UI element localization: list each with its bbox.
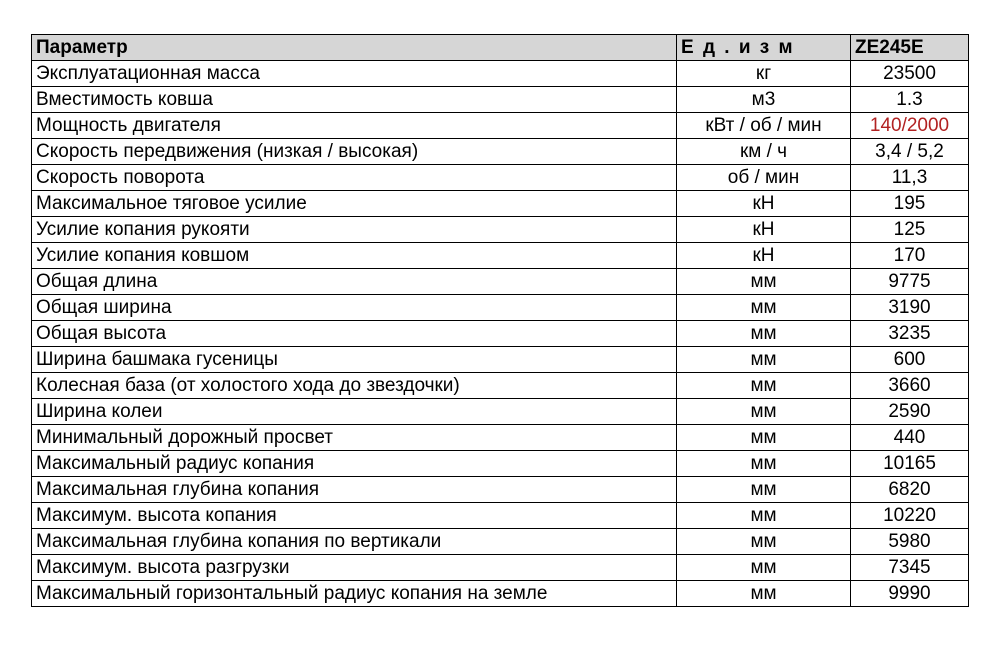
param-cell: Вместимость ковша bbox=[32, 87, 677, 113]
table-row bbox=[32, 321, 969, 347]
param-cell: Максимум. высота копания bbox=[32, 503, 677, 529]
unit-cell: кН bbox=[677, 243, 851, 269]
param-cell: Мощность двигателя bbox=[32, 113, 677, 139]
value-cell: 6820 bbox=[851, 477, 969, 503]
param-cell: Минимальный дорожный просвет bbox=[32, 425, 677, 451]
value-cell: 10165 bbox=[851, 451, 969, 477]
param-cell: Общая высота bbox=[32, 321, 677, 347]
table-row bbox=[32, 295, 969, 321]
table-row bbox=[32, 451, 969, 477]
param-cell: Максимальный горизонтальный радиус копания на земле bbox=[32, 581, 677, 607]
param-cell: Ширина башмака гусеницы bbox=[32, 347, 677, 373]
unit-cell: мм bbox=[677, 451, 851, 477]
table-row bbox=[32, 503, 969, 529]
unit-cell: мм bbox=[677, 555, 851, 581]
value-cell: 11,3 bbox=[851, 165, 969, 191]
table-row bbox=[32, 347, 969, 373]
value-cell: 9990 bbox=[851, 581, 969, 607]
param-cell: Максимальная глубина копания bbox=[32, 477, 677, 503]
value-cell: 3235 bbox=[851, 321, 969, 347]
value-cell: 5980 bbox=[851, 529, 969, 555]
value-cell: 9775 bbox=[851, 269, 969, 295]
header-row bbox=[32, 35, 969, 61]
unit-cell: мм bbox=[677, 503, 851, 529]
param-cell: Максимум. высота разгрузки bbox=[32, 555, 677, 581]
value-cell: 195 bbox=[851, 191, 969, 217]
value-cell: 3,4 / 5,2 bbox=[851, 139, 969, 165]
value-cell: 3660 bbox=[851, 373, 969, 399]
table-row bbox=[32, 477, 969, 503]
unit-cell: м3 bbox=[677, 87, 851, 113]
param-cell: Максимальная глубина копания по вертикали bbox=[32, 529, 677, 555]
unit-cell: мм bbox=[677, 425, 851, 451]
unit-cell: мм bbox=[677, 529, 851, 555]
param-cell: Общая ширина bbox=[32, 295, 677, 321]
param-cell: Общая длина bbox=[32, 269, 677, 295]
value-cell: 3190 bbox=[851, 295, 969, 321]
value-cell: 125 bbox=[851, 217, 969, 243]
table-row bbox=[32, 191, 969, 217]
unit-cell: кг bbox=[677, 61, 851, 87]
table-header bbox=[32, 35, 969, 61]
table-row bbox=[32, 581, 969, 607]
unit-cell: мм bbox=[677, 477, 851, 503]
unit-cell: мм bbox=[677, 295, 851, 321]
unit-cell: мм bbox=[677, 269, 851, 295]
unit-cell: кН bbox=[677, 191, 851, 217]
unit-cell: кВт / об / мин bbox=[677, 113, 851, 139]
table-row bbox=[32, 139, 969, 165]
param-cell: Максимальный радиус копания bbox=[32, 451, 677, 477]
table-row bbox=[32, 269, 969, 295]
unit-cell: мм bbox=[677, 399, 851, 425]
table-row bbox=[32, 425, 969, 451]
param-cell: Ширина колеи bbox=[32, 399, 677, 425]
value-cell: 2590 bbox=[851, 399, 969, 425]
param-cell: Максимальное тяговое усилие bbox=[32, 191, 677, 217]
unit-cell: мм bbox=[677, 321, 851, 347]
spec-table bbox=[31, 34, 969, 607]
param-cell: Скорость передвижения (низкая / высокая) bbox=[32, 139, 677, 165]
value-cell: 140/2000 bbox=[851, 113, 969, 139]
value-cell: 600 bbox=[851, 347, 969, 373]
value-cell: 23500 bbox=[851, 61, 969, 87]
unit-cell: об / мин bbox=[677, 165, 851, 191]
value-cell: 170 bbox=[851, 243, 969, 269]
table-row bbox=[32, 113, 969, 139]
unit-cell: км / ч bbox=[677, 139, 851, 165]
table-row bbox=[32, 165, 969, 191]
table-body bbox=[32, 61, 969, 607]
table-row bbox=[32, 87, 969, 113]
header-model: ZE245E bbox=[851, 35, 969, 61]
unit-cell: мм bbox=[677, 373, 851, 399]
table-row bbox=[32, 243, 969, 269]
param-cell: Скорость поворота bbox=[32, 165, 677, 191]
value-cell: 7345 bbox=[851, 555, 969, 581]
header-unit: Е д . и з м bbox=[677, 35, 851, 61]
unit-cell: мм bbox=[677, 347, 851, 373]
table-row bbox=[32, 373, 969, 399]
header-param: Параметр bbox=[32, 35, 677, 61]
param-cell: Усилие копания рукояти bbox=[32, 217, 677, 243]
table-row bbox=[32, 217, 969, 243]
value-cell: 10220 bbox=[851, 503, 969, 529]
table-row bbox=[32, 555, 969, 581]
table-row bbox=[32, 399, 969, 425]
table-row bbox=[32, 529, 969, 555]
param-cell: Колесная база (от холостого хода до звездочки) bbox=[32, 373, 677, 399]
unit-cell: мм bbox=[677, 581, 851, 607]
table-row bbox=[32, 61, 969, 87]
param-cell: Эксплуатационная масса bbox=[32, 61, 677, 87]
value-cell: 440 bbox=[851, 425, 969, 451]
unit-cell: кН bbox=[677, 217, 851, 243]
value-cell: 1.3 bbox=[851, 87, 969, 113]
param-cell: Усилие копания ковшом bbox=[32, 243, 677, 269]
